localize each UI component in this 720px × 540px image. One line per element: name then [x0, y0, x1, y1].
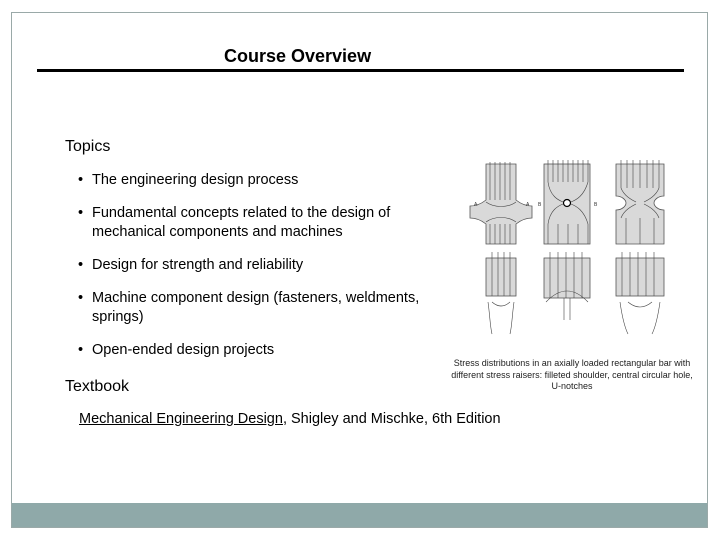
figure-caption: Stress distributions in an axially loaded rectangular bar with different stress raisers: filleted shoulder, central circular hole, U-notches — [451, 358, 693, 391]
textbook-heading: Textbook — [65, 378, 130, 395]
list-item — [78, 341, 438, 360]
topic-text: Open-ended design projects — [92, 342, 275, 358]
figure-label: A — [474, 202, 478, 208]
figure-label: A — [526, 202, 530, 208]
title-underline — [37, 69, 684, 72]
panel-central-hole — [544, 160, 590, 244]
list-item — [78, 289, 438, 327]
panel-hole-distribution — [544, 252, 590, 320]
panel-notch-distribution — [616, 252, 664, 334]
textbook-title: Mechanical Engineering Design — [79, 411, 283, 427]
bullet-icon: • — [78, 342, 84, 358]
panel-shoulder-distribution — [486, 252, 516, 334]
topic-text: Design for strength and reliability — [92, 257, 304, 273]
bullet-icon: • — [78, 205, 84, 221]
figure-label: B — [594, 202, 598, 208]
topic-text: Fundamental concepts related to the design of mechanical components and machines — [92, 205, 391, 240]
panel-filleted-shoulder — [470, 162, 532, 244]
topic-text: The engineering design process — [92, 172, 299, 188]
topic-text: Machine component design (fasteners, weldments, springs) — [92, 290, 420, 325]
topics-heading: Topics — [65, 138, 111, 155]
footer-bar — [12, 503, 707, 527]
bullet-icon: • — [78, 290, 84, 306]
textbook-authors: , Shigley and Mischke, 6th Edition — [282, 411, 501, 427]
list-item — [78, 171, 438, 190]
figure-label: B — [538, 202, 542, 208]
topics-list — [78, 171, 438, 374]
slide-title: Course Overview — [224, 46, 372, 66]
bullet-icon: • — [78, 257, 84, 273]
textbook-citation — [79, 411, 501, 427]
panel-u-notches — [616, 160, 664, 244]
list-item — [78, 204, 438, 242]
list-item — [78, 256, 438, 275]
bullet-icon: • — [78, 172, 84, 188]
stress-distribution-figure — [466, 152, 688, 342]
